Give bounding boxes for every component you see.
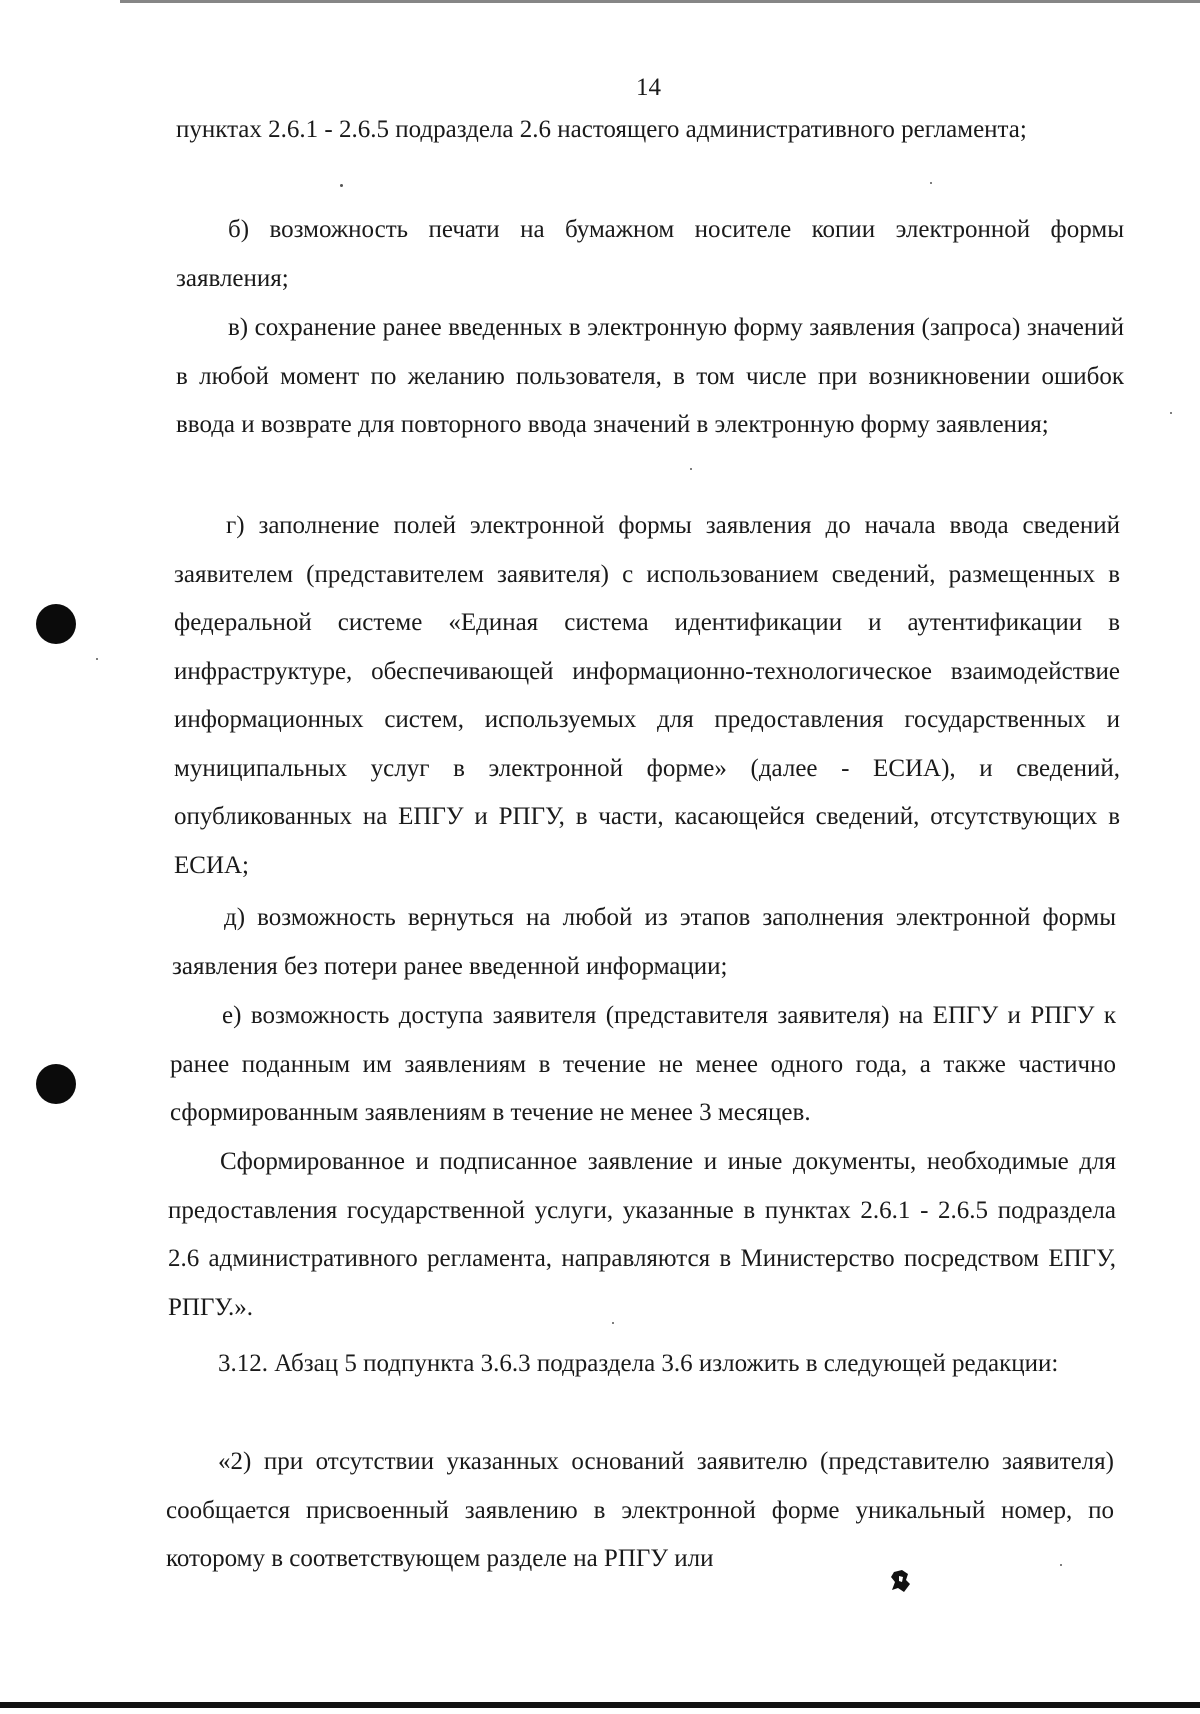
paragraph-7: Сформированное и подписанное заявление и иные документы, необходимые для предоставления государственной услуги, указанные в пунктах 2.6.1 - 2.6.5 подраздела 2.6 административного регламента, направляются в Министерство посредством ЕПГУ, РПГУ.». [168, 1148, 1116, 1321]
scan-speck [1060, 1564, 1062, 1566]
punch-hole-upper [36, 604, 76, 644]
paragraph-3: в) сохранение ранее введенных в электронную форму заявления (запроса) значений в любой момент по желанию пользователя, в том числе при возникновении ошибок ввода и возврате для повторного ввода значений в электронную форму заявления; [176, 314, 1124, 438]
paragraph-4: г) заполнение полей электронной формы заявления до начала ввода сведений заявителем (представителем заявителя) с использованием сведений, размещенных в федеральной системе «Единая система идентификации и аутентификации в инфраструктуре, обеспечивающей информационно-технологическое взаимодействие информационных систем, используемых для предоставления государственных и муниципальных услуг в электронной форме» (далее - ЕСИА), и сведений, опубликованных на ЕПГУ и РПГУ, в части, касающейся сведений, отсутствующих в ЕСИА; [174, 512, 1120, 879]
scan-speck [340, 184, 343, 187]
paragraph-2: б) возможность печати на бумажном носителе копии электронной формы заявления; [176, 216, 1124, 292]
scan-bottom-edge [0, 1702, 1200, 1708]
paragraph-5: д) возможность вернуться на любой из этапов заполнения электронной формы заявления без потери ранее введенной информации; [172, 904, 1116, 980]
scan-speck [96, 658, 98, 660]
stamp-mark-icon [890, 1568, 912, 1594]
scan-speck [690, 468, 692, 470]
paragraph-1: пунктах 2.6.1 - 2.6.5 подраздела 2.6 настоящего административного регламента; [176, 116, 1027, 143]
paragraph-6: е) возможность доступа заявителя (представителя заявителя) на ЕПГУ и РПГУ к ранее поданным им заявлениям в течение не менее одного года, а также частично сформированным заявлениям в течение не менее 3 месяцев. [170, 1002, 1116, 1126]
punch-hole-lower [36, 1064, 76, 1104]
page-number: 14 [636, 74, 661, 101]
paragraph-9: «2) при отсутствии указанных оснований заявителю (представителю заявителя) сообщается присвоенный заявлению в электронной форме уникальный номер, по которому в соответствующем разделе на РПГУ или [166, 1448, 1114, 1572]
scan-speck [612, 1322, 614, 1324]
paragraph-8: 3.12. Абзац 5 подпункта 3.6.3 подраздела 3.6 изложить в следующей редакции: [218, 1350, 1059, 1377]
scan-top-edge [120, 0, 1200, 3]
scan-speck [930, 182, 932, 184]
scan-speck [1170, 412, 1172, 414]
